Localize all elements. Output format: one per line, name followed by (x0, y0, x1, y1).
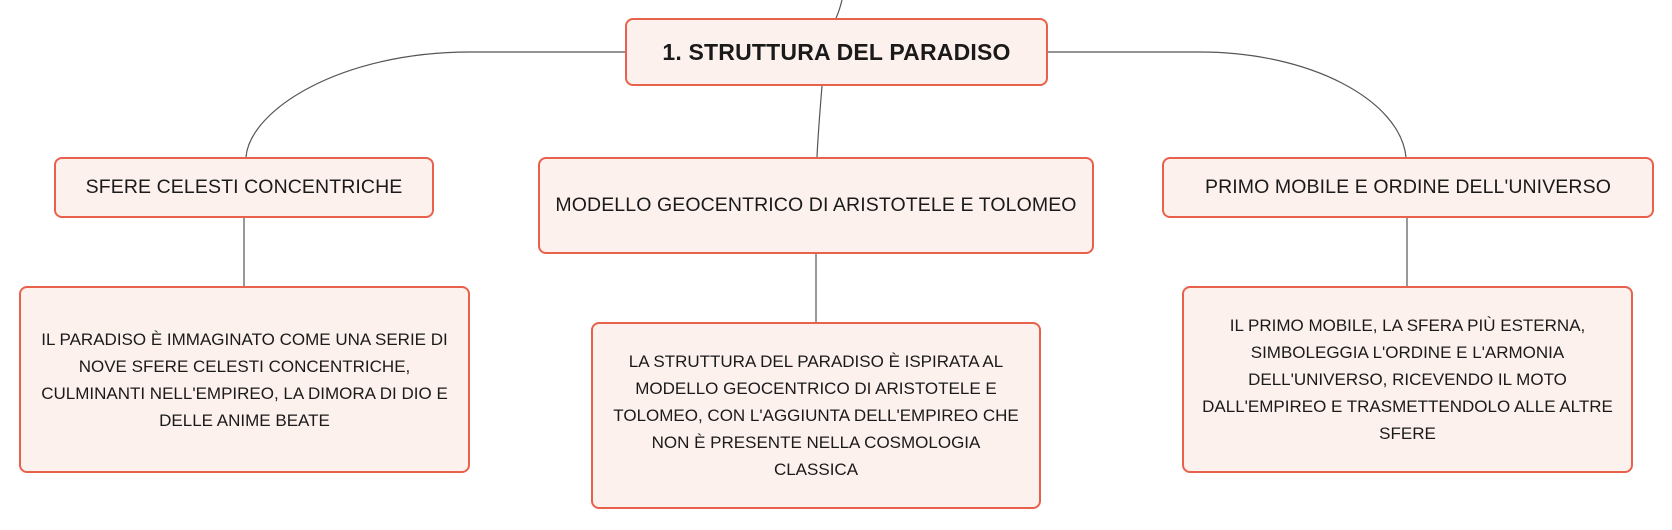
connector-parent-to-root (836, 0, 842, 18)
connector-root-to-branch-3 (1048, 52, 1406, 157)
root-topic[interactable] (625, 18, 1048, 86)
topic-modello-geocentrico[interactable] (538, 157, 1094, 254)
subtopic-text: IL PARADISO È IMMAGINATO COME UNA SERIE DI NOVE SFERE CELESTI CONCENTRICHE, CULMINANTI NELL'EMPIREO, LA DIMORA DI DIO E DELLE ANIME BEATE (41, 329, 448, 430)
connector-root-to-branch-1 (246, 52, 625, 157)
subtopic-text: LA STRUTTURA DEL PARADISO È ISPIRATA AL MODELLO GEOCENTRICO DI ARISTOTELE E TOLOMEO, CON L'AGGIUNTA DELL'EMPIREO CHE NON È PRESENTE NELLA COSMOLOGIA CLASSICA (613, 352, 1019, 479)
root-topic-label: 1. STRUTTURA DEL PARADISO (662, 38, 1011, 65)
topic-label: MODELLO GEOCENTRICO DI ARISTOTELE E TOLOMEO (555, 194, 1077, 216)
topic-label: SFERE CELESTI CONCENTRICHE (85, 176, 403, 198)
subtopic-primo-mobile-detail[interactable] (1182, 286, 1633, 473)
subtopic-modello-geocentrico-detail[interactable] (591, 322, 1041, 509)
connector-root-to-branch-2 (817, 86, 822, 157)
topic-sfere-celesti[interactable] (54, 157, 434, 218)
subtopic-sfere-celesti-detail[interactable] (19, 286, 470, 473)
topic-primo-mobile[interactable] (1162, 157, 1654, 218)
subtopic-text: IL PRIMO MOBILE, LA SFERA PIÙ ESTERNA, SIMBOLEGGIA L'ORDINE E L'ARMONIA DELL'UNIVERSO, RICEVENDO IL MOTO DALL'EMPIREO E TRASMETTENDOLO ALLE ALTRE SFERE (1202, 316, 1613, 443)
topic-label: PRIMO MOBILE E ORDINE DELL'UNIVERSO (1205, 176, 1611, 198)
